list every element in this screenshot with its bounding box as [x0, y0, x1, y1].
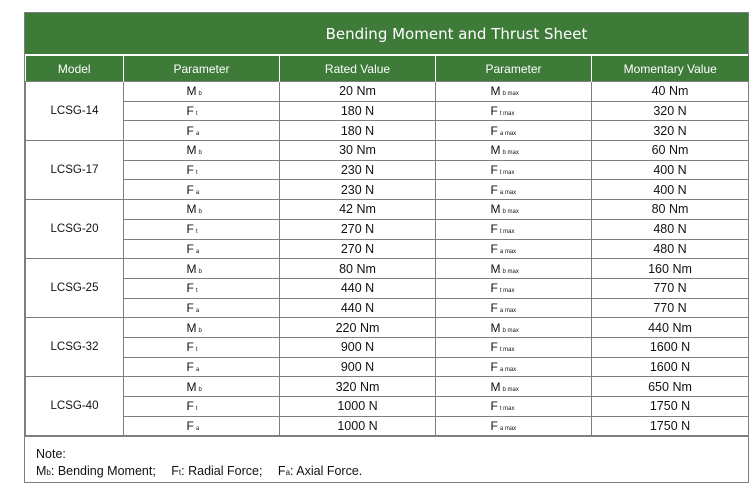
rated-value-cell: 900 N — [280, 337, 436, 357]
rated-value-cell: 180 N — [280, 121, 436, 141]
col-header-rated-value: Rated Value — [280, 56, 436, 82]
parameter-cell — [124, 337, 280, 357]
rated-value-cell: 80 Nm — [280, 259, 436, 279]
max-parameter-letter: F — [490, 182, 498, 197]
parameter-symbol — [187, 360, 217, 374]
max-parameter-symbol — [491, 360, 537, 374]
max-parameter-subscript: t max — [499, 288, 515, 295]
momentary-value-cell: 1750 N — [592, 397, 749, 417]
table-body — [26, 82, 749, 436]
max-parameter-letter: F — [490, 399, 498, 414]
rated-value-cell: 42 Nm — [280, 200, 436, 220]
table-row — [26, 298, 749, 318]
max-parameter-letter: M — [490, 320, 501, 335]
max-parameter-letter: F — [490, 104, 498, 119]
parameter-symbol — [187, 262, 217, 276]
max-parameter-subscript: a max — [499, 189, 517, 196]
max-parameter-symbol — [491, 163, 537, 177]
parameter-letter: F — [186, 104, 194, 119]
model-cell: LCSG-32 — [26, 318, 124, 377]
max-parameter-subscript: a max — [499, 130, 517, 137]
max-parameter-subscript: b max — [502, 209, 519, 216]
max-parameter-cell — [436, 101, 592, 121]
momentary-value-cell: 650 Nm — [592, 377, 749, 397]
momentary-value-cell: 400 N — [592, 160, 749, 180]
max-parameter-subscript: a max — [499, 426, 517, 433]
parameter-subscript: t — [195, 347, 198, 354]
parameter-symbol — [187, 143, 217, 157]
spec-table — [25, 56, 749, 436]
parameter-subscript: b — [198, 150, 202, 157]
momentary-value-cell: 480 N — [592, 239, 749, 259]
max-parameter-letter: F — [490, 241, 498, 256]
momentary-value-cell: 40 Nm — [592, 82, 749, 102]
col-header-momentary-value: Momentary Value — [592, 56, 749, 82]
parameter-letter: M — [186, 143, 197, 158]
max-parameter-cell — [436, 416, 592, 436]
table-row — [26, 337, 749, 357]
parameter-letter: F — [186, 241, 194, 256]
parameter-cell — [124, 357, 280, 377]
parameter-subscript: b — [198, 268, 202, 275]
max-parameter-symbol — [491, 262, 537, 276]
max-parameter-cell — [436, 357, 592, 377]
max-parameter-symbol — [491, 183, 537, 197]
momentary-value-cell: 160 Nm — [592, 259, 749, 279]
note-item: Fa: Axial Force. — [277, 464, 363, 479]
parameter-cell — [124, 141, 280, 161]
parameter-cell — [124, 219, 280, 239]
header-row — [26, 56, 749, 82]
parameter-cell — [124, 101, 280, 121]
table-row — [26, 416, 749, 436]
max-parameter-symbol — [491, 143, 537, 157]
parameter-symbol — [187, 104, 217, 118]
rated-value-cell: 320 Nm — [280, 377, 436, 397]
note-legend — [36, 463, 748, 481]
table-row — [26, 121, 749, 141]
parameter-subscript: a — [195, 366, 200, 373]
parameter-cell — [124, 200, 280, 220]
table-row — [26, 259, 749, 279]
max-parameter-cell — [436, 121, 592, 141]
rated-value-cell: 30 Nm — [280, 141, 436, 161]
table-row — [26, 357, 749, 377]
parameter-subscript: b — [198, 91, 202, 98]
momentary-value-cell: 320 N — [592, 101, 749, 121]
momentary-value-cell: 80 Nm — [592, 200, 749, 220]
max-parameter-cell — [436, 219, 592, 239]
rated-value-cell: 270 N — [280, 219, 436, 239]
parameter-cell — [124, 180, 280, 200]
max-parameter-subscript: b max — [502, 268, 519, 275]
parameter-subscript: b — [198, 209, 202, 216]
max-parameter-subscript: b max — [502, 91, 519, 98]
model-cell: LCSG-17 — [26, 141, 124, 200]
parameter-subscript: t — [195, 111, 198, 118]
max-parameter-letter: M — [490, 202, 501, 217]
max-parameter-symbol — [491, 380, 537, 394]
parameter-symbol — [187, 163, 217, 177]
parameter-cell — [124, 377, 280, 397]
sheet-title: Bending Moment and Thrust Sheet — [25, 13, 748, 56]
max-parameter-subscript: t max — [499, 111, 515, 118]
parameter-letter: F — [186, 359, 194, 374]
parameter-subscript: a — [195, 248, 200, 255]
table-row — [26, 141, 749, 161]
momentary-value-cell: 440 Nm — [592, 318, 749, 338]
max-parameter-letter: F — [490, 123, 498, 138]
parameter-symbol — [187, 183, 217, 197]
max-parameter-cell — [436, 239, 592, 259]
parameter-subscript: a — [195, 189, 200, 196]
col-header-parameter: Parameter — [124, 56, 280, 82]
table-row — [26, 101, 749, 121]
parameter-cell — [124, 259, 280, 279]
parameter-subscript: t — [195, 406, 198, 413]
max-parameter-subscript: t max — [499, 347, 515, 354]
max-parameter-symbol — [491, 124, 537, 138]
rated-value-cell: 900 N — [280, 357, 436, 377]
max-parameter-cell — [436, 141, 592, 161]
max-parameter-cell — [436, 377, 592, 397]
parameter-letter: F — [186, 281, 194, 296]
max-parameter-subscript: b max — [502, 386, 519, 393]
max-parameter-letter: F — [490, 300, 498, 315]
momentary-value-cell: 320 N — [592, 121, 749, 141]
momentary-value-cell: 1600 N — [592, 357, 749, 377]
note-section — [25, 436, 748, 482]
momentary-value-cell: 60 Nm — [592, 141, 749, 161]
parameter-subscript: t — [195, 288, 198, 295]
max-parameter-subscript: a max — [499, 307, 517, 314]
max-parameter-symbol — [491, 399, 537, 413]
max-parameter-cell — [436, 337, 592, 357]
max-parameter-cell — [436, 82, 592, 102]
max-parameter-letter: M — [490, 143, 501, 158]
max-parameter-letter: F — [490, 419, 498, 434]
max-parameter-letter: F — [490, 359, 498, 374]
max-parameter-letter: F — [490, 281, 498, 296]
max-parameter-letter: F — [490, 222, 498, 237]
momentary-value-cell: 400 N — [592, 180, 749, 200]
momentary-value-cell: 480 N — [592, 219, 749, 239]
parameter-symbol — [187, 222, 217, 236]
col-header-model: Model — [26, 56, 124, 82]
parameter-letter: M — [186, 320, 197, 335]
parameter-letter: F — [186, 340, 194, 355]
max-parameter-symbol — [491, 321, 537, 335]
rated-value-cell: 230 N — [280, 180, 436, 200]
table-row — [26, 318, 749, 338]
max-parameter-cell — [436, 397, 592, 417]
parameter-symbol — [187, 340, 217, 354]
max-parameter-symbol — [491, 281, 537, 295]
rated-value-cell: 440 N — [280, 278, 436, 298]
max-parameter-cell — [436, 318, 592, 338]
max-parameter-cell — [436, 298, 592, 318]
parameter-symbol — [187, 242, 217, 256]
parameter-symbol — [187, 124, 217, 138]
parameter-cell — [124, 121, 280, 141]
max-parameter-subscript: t max — [499, 229, 515, 236]
parameter-cell — [124, 298, 280, 318]
parameter-letter: F — [186, 163, 194, 178]
parameter-symbol — [187, 419, 217, 433]
momentary-value-cell: 770 N — [592, 278, 749, 298]
model-cell: LCSG-40 — [26, 377, 124, 436]
rated-value-cell: 1000 N — [280, 416, 436, 436]
parameter-letter: F — [186, 123, 194, 138]
parameter-symbol — [187, 281, 217, 295]
max-parameter-cell — [436, 278, 592, 298]
momentary-value-cell: 770 N — [592, 298, 749, 318]
max-parameter-letter: F — [490, 340, 498, 355]
col-header-parameter-max: Parameter — [436, 56, 592, 82]
parameter-letter: F — [186, 182, 194, 197]
rated-value-cell: 20 Nm — [280, 82, 436, 102]
max-parameter-symbol — [491, 222, 537, 236]
momentary-value-cell: 1750 N — [592, 416, 749, 436]
table-row — [26, 219, 749, 239]
parameter-letter: M — [186, 84, 197, 99]
max-parameter-letter: F — [490, 163, 498, 178]
max-parameter-symbol — [491, 419, 537, 433]
max-parameter-symbol — [491, 242, 537, 256]
table-row — [26, 239, 749, 259]
table-row — [26, 200, 749, 220]
max-parameter-symbol — [491, 340, 537, 354]
max-parameter-letter: M — [490, 379, 501, 394]
max-parameter-cell — [436, 259, 592, 279]
max-parameter-cell — [436, 200, 592, 220]
parameter-subscript: b — [198, 327, 202, 334]
parameter-cell — [124, 278, 280, 298]
parameter-cell — [124, 318, 280, 338]
model-cell: LCSG-25 — [26, 259, 124, 318]
parameter-cell — [124, 160, 280, 180]
table-row — [26, 180, 749, 200]
max-parameter-subscript: t max — [499, 170, 515, 177]
table-row — [26, 397, 749, 417]
parameter-symbol — [187, 399, 217, 413]
parameter-letter: F — [186, 222, 194, 237]
rated-value-cell: 230 N — [280, 160, 436, 180]
parameter-letter: M — [186, 202, 197, 217]
model-cell: LCSG-14 — [26, 82, 124, 141]
thrust-sheet — [24, 12, 749, 483]
max-parameter-symbol — [491, 301, 537, 315]
max-parameter-subscript: b max — [502, 150, 519, 157]
parameter-subscript: a — [195, 130, 200, 137]
parameter-letter: M — [186, 261, 197, 276]
parameter-symbol — [187, 380, 217, 394]
parameter-subscript: b — [198, 386, 202, 393]
max-parameter-symbol — [491, 104, 537, 118]
parameter-cell — [124, 239, 280, 259]
parameter-symbol — [187, 301, 217, 315]
model-cell: LCSG-20 — [26, 200, 124, 259]
max-parameter-subscript: t max — [499, 406, 515, 413]
max-parameter-symbol — [491, 202, 537, 216]
parameter-letter: F — [186, 300, 194, 315]
max-parameter-cell — [436, 180, 592, 200]
rated-value-cell: 1000 N — [280, 397, 436, 417]
max-parameter-subscript: b max — [502, 327, 519, 334]
max-parameter-subscript: a max — [499, 366, 517, 373]
table-row — [26, 82, 749, 102]
note-item: Mb: Bending Moment; — [36, 464, 156, 479]
parameter-symbol — [187, 321, 217, 335]
table-row — [26, 160, 749, 180]
max-parameter-symbol — [491, 84, 537, 98]
table-row — [26, 278, 749, 298]
parameter-letter: F — [186, 419, 194, 434]
rated-value-cell: 270 N — [280, 239, 436, 259]
parameter-subscript: a — [195, 426, 200, 433]
parameter-subscript: t — [195, 229, 198, 236]
max-parameter-subscript: a max — [499, 248, 517, 255]
max-parameter-letter: M — [490, 84, 501, 99]
parameter-cell — [124, 82, 280, 102]
parameter-subscript: t — [195, 170, 198, 177]
parameter-subscript: a — [195, 307, 200, 314]
parameter-symbol — [187, 202, 217, 216]
table-row — [26, 377, 749, 397]
rated-value-cell: 220 Nm — [280, 318, 436, 338]
rated-value-cell: 180 N — [280, 101, 436, 121]
parameter-symbol — [187, 84, 217, 98]
parameter-cell — [124, 397, 280, 417]
momentary-value-cell: 1600 N — [592, 337, 749, 357]
parameter-letter: F — [186, 399, 194, 414]
parameter-letter: M — [186, 379, 197, 394]
parameter-cell — [124, 416, 280, 436]
max-parameter-letter: M — [490, 261, 501, 276]
note-item: Ft: Radial Force; — [171, 464, 263, 479]
rated-value-cell: 440 N — [280, 298, 436, 318]
max-parameter-cell — [436, 160, 592, 180]
note-heading: Note: — [36, 447, 66, 462]
